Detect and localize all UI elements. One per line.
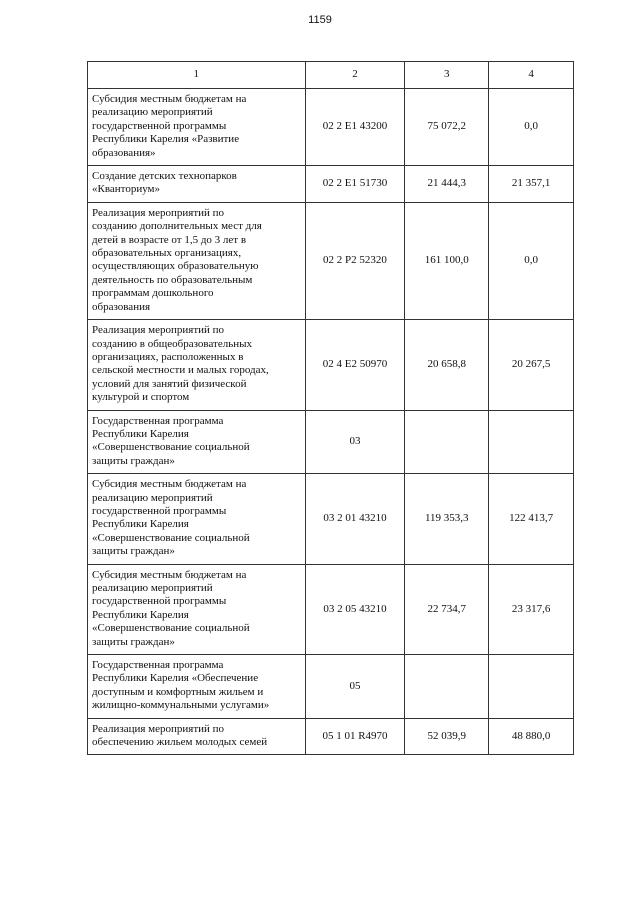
page-number: 1159 — [308, 14, 332, 26]
table-row — [88, 410, 574, 474]
code-cell: 03 2 05 43210 — [305, 564, 405, 654]
description-line: Субсидия местным бюджетам на — [92, 478, 247, 491]
value-2019-cell: 21 444,3 — [405, 166, 489, 203]
description-cell — [88, 166, 306, 203]
value-2020-cell: 20 267,5 — [489, 320, 574, 410]
value-2020-cell — [489, 410, 574, 474]
value-2019-cell: 75 072,2 — [405, 89, 489, 166]
description-cell — [88, 718, 306, 755]
description-line: Государственная программа — [92, 659, 224, 672]
value-2019-cell: 52 039,9 — [405, 718, 489, 755]
value-2019-cell — [405, 410, 489, 474]
code-cell: 02 2 P2 52320 — [305, 202, 405, 319]
description-cell — [88, 320, 306, 410]
code-cell: 02 2 E1 51730 — [305, 166, 405, 203]
description-line: культурой и спортом — [92, 391, 190, 404]
description-line: организациях, расположенных в — [92, 350, 244, 363]
value-2019-cell: 161 100,0 — [405, 202, 489, 319]
description-cell — [88, 410, 306, 474]
description-line: Республики Карелия — [92, 427, 189, 440]
description-line: образования» — [92, 146, 156, 159]
description-line: защиты граждан» — [92, 454, 175, 467]
description-line: Создание детских технопарков — [92, 170, 237, 183]
value-2020-cell: 21 357,1 — [489, 166, 574, 203]
header-cell: 3 — [405, 62, 489, 89]
description-cell — [88, 564, 306, 654]
description-line: созданию дополнительных мест для — [92, 220, 262, 233]
description-line: детей в возрасте от 1,5 до 3 лет в — [92, 233, 247, 246]
description-line: Субсидия местным бюджетам на — [92, 93, 247, 105]
description-line: государственной программы — [92, 119, 227, 132]
description-line: «Кванториум» — [92, 183, 161, 196]
header-cell: 2 — [305, 62, 405, 89]
description-line: сельской местности и малых городах, — [92, 364, 269, 377]
header-row — [88, 62, 574, 89]
description-line: защиты граждан» — [92, 635, 175, 648]
table-body — [88, 89, 574, 755]
description-line: «Совершенствование социальной — [92, 441, 250, 454]
description-line: образования — [92, 300, 151, 313]
description-line: Реализация мероприятий по — [92, 722, 225, 735]
description-line: образовательных организациях, — [92, 247, 242, 260]
description-line: деятельность по образовательным — [92, 273, 253, 286]
code-cell: 03 2 01 43210 — [305, 474, 405, 564]
description-line: осуществляющих образовательную — [92, 260, 259, 273]
description-line: программам дошкольного — [92, 287, 214, 300]
description-line: реализацию мероприятий — [92, 582, 213, 594]
code-cell: 02 2 E1 43200 — [305, 89, 405, 166]
value-2020-cell: 122 413,7 — [489, 474, 574, 564]
value-2019-cell: 20 658,8 — [405, 320, 489, 410]
table-row — [88, 474, 574, 564]
value-2020-cell: 0,0 — [489, 202, 574, 319]
description-line: «Совершенствование социальной — [92, 622, 250, 635]
description-line: государственной программы — [92, 595, 227, 608]
description-cell — [88, 202, 306, 319]
description-line: Государственная программа — [92, 414, 224, 427]
description-line: обеспечению жильем молодых семей — [92, 736, 268, 749]
value-2020-cell — [489, 655, 574, 719]
table-row — [88, 655, 574, 719]
value-2020-cell: 48 880,0 — [489, 718, 574, 755]
value-2020-cell: 23 317,6 — [489, 564, 574, 654]
description-line: Республики Карелия — [92, 608, 189, 621]
description-line: «Совершенствование социальной — [92, 531, 250, 544]
description-line: жилищно-коммунальными услугами» — [92, 699, 270, 712]
description-line: реализацию мероприятий — [92, 106, 213, 119]
value-2020-cell: 0,0 — [489, 89, 574, 166]
table-row — [88, 718, 574, 755]
description-line: реализацию мероприятий — [92, 491, 213, 504]
table-row — [88, 320, 574, 410]
table-row — [88, 202, 574, 319]
header-cell: 4 — [489, 62, 574, 89]
header-cell: 1 — [88, 62, 306, 89]
value-2019-cell: 119 353,3 — [405, 474, 489, 564]
value-2019-cell — [405, 655, 489, 719]
table-row — [88, 89, 574, 166]
budget-table — [87, 61, 574, 755]
description-line: Реализация мероприятий по — [92, 206, 225, 219]
description-line: доступным и комфортным жильем и — [92, 685, 264, 698]
description-cell — [88, 474, 306, 564]
code-cell: 03 — [305, 410, 405, 474]
description-line: Реализация мероприятий по — [92, 324, 225, 337]
description-line: Республики Карелия — [92, 518, 189, 531]
description-line: условий для занятий физической — [92, 377, 247, 390]
description-line: защиты граждан» — [92, 545, 175, 558]
description-line: Субсидия местным бюджетам на — [92, 568, 247, 581]
description-line: государственной программы — [92, 504, 227, 517]
table-row — [88, 564, 574, 654]
description-line: Республики Карелия «Развитие — [92, 133, 240, 146]
description-cell — [88, 655, 306, 719]
code-cell: 05 1 01 R4970 — [305, 718, 405, 755]
code-cell: 05 — [305, 655, 405, 719]
table-row — [88, 166, 574, 203]
description-line: Республики Карелия «Обеспечение — [92, 672, 259, 685]
description-line: созданию в общеобразовательных — [92, 337, 253, 350]
value-2019-cell: 22 734,7 — [405, 564, 489, 654]
description-cell — [88, 89, 306, 166]
code-cell: 02 4 E2 50970 — [305, 320, 405, 410]
